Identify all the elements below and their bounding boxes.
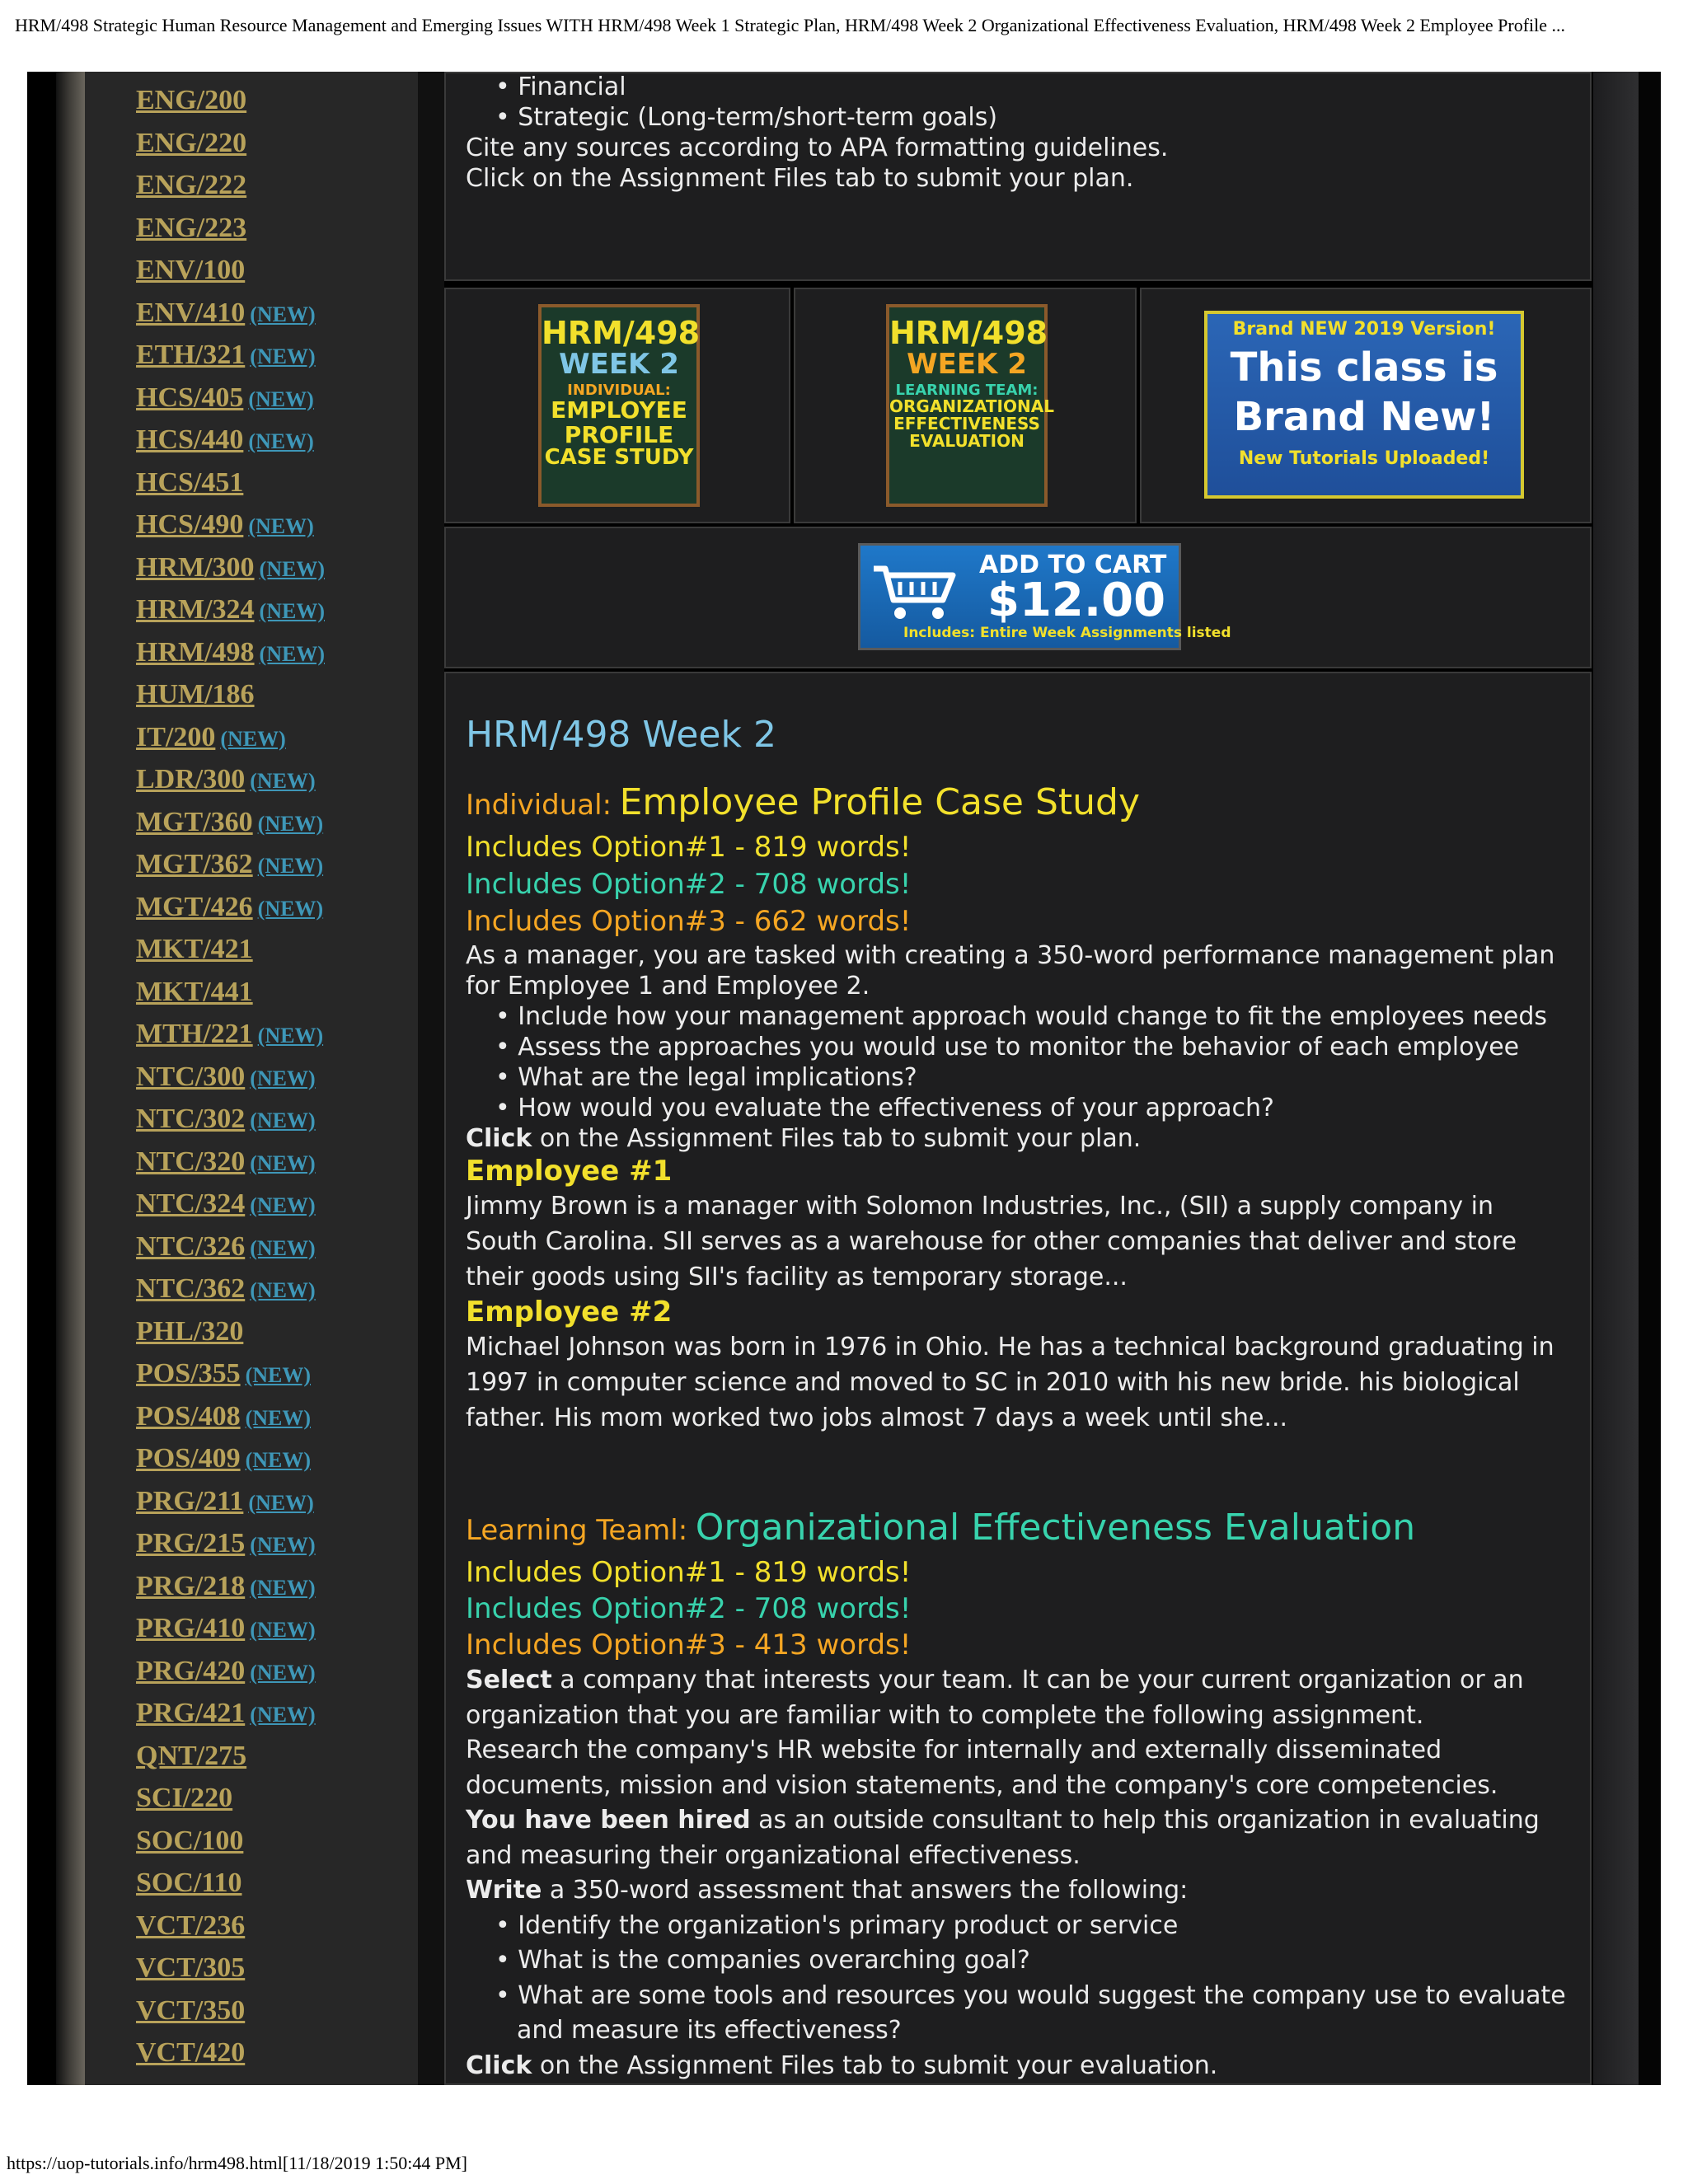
banner-title-2: PROFILE xyxy=(564,420,674,448)
sidebar-course-item xyxy=(136,1143,418,1186)
sidebar-course-item xyxy=(136,930,418,973)
new-badge: (NEW) xyxy=(250,769,316,793)
course-link[interactable]: MGT/426 xyxy=(136,891,253,922)
submit-note: Click on the Assignment Files tab to submit your plan. xyxy=(466,164,1134,193)
sidebar-course-item xyxy=(136,82,418,124)
new-badge: (NEW) xyxy=(248,514,314,538)
page-header: HRM/498 Strategic Human Resource Management and Emerging Issues WITH HRM/498 Week 1 Strategic Plan, HRM/498 Week 2 Organizational Effectiveness Evaluation, HRM/498 Week 2 Employee Profile ... xyxy=(15,15,1566,35)
course-link[interactable]: MGT/360 xyxy=(136,806,253,837)
course-link[interactable]: MKT/421 xyxy=(136,934,253,964)
employee-2-text: Michael Johnson was born in 1976 in Ohio. He has a technical background graduating in 1997 in computer science and moved to SC in 2010 with his new bride. his biological father. His mom worked two jobs almost 7 days a week until she... xyxy=(466,1333,1554,1432)
strategic-plan-cell xyxy=(444,72,1592,281)
new-badge: (NEW) xyxy=(250,1533,316,1557)
new-badge: (NEW) xyxy=(250,1235,316,1260)
individual-bullet: • How would you evaluate the effectiveness of your approach? xyxy=(495,1094,1274,1122)
course-link[interactable]: PRG/410 xyxy=(136,1613,246,1643)
individual-section xyxy=(466,780,1570,1436)
sidebar-course-item xyxy=(136,1398,418,1441)
course-link[interactable]: HCS/490 xyxy=(136,509,244,540)
sidebar-course-item xyxy=(136,166,418,209)
course-link[interactable]: NTC/320 xyxy=(136,1146,246,1177)
brand-new-bottom: New Tutorials Uploaded! xyxy=(1238,448,1490,469)
sidebar-course-item xyxy=(136,1525,418,1568)
sidebar-course-item xyxy=(136,251,418,294)
individual-option-1: Includes Option#1 - 819 words! xyxy=(466,831,912,864)
course-link[interactable]: HCS/405 xyxy=(136,382,244,413)
course-link[interactable]: VCT/305 xyxy=(136,1952,246,1983)
apa-note: Cite any sources according to APA formatting guidelines. xyxy=(466,134,1169,162)
week-heading: HRM/498 Week 2 xyxy=(466,714,776,756)
team-bullet: • Identify the organization's primary product or service xyxy=(495,1910,1179,1940)
sidebar-course-item xyxy=(136,549,418,592)
main-content xyxy=(444,72,1593,2085)
sidebar-course-item xyxy=(136,1864,418,1907)
new-badge: (NEW) xyxy=(257,1024,324,1047)
employee-1-title: Employee #1 xyxy=(466,1155,673,1188)
new-badge: (NEW) xyxy=(248,387,314,411)
course-link[interactable]: MTH/221 xyxy=(136,1019,253,1049)
sidebar-course-item xyxy=(136,506,418,549)
sidebar-edge xyxy=(56,72,85,2085)
course-link[interactable]: SCI/220 xyxy=(136,1783,233,1813)
new-badge: (NEW) xyxy=(259,641,325,666)
individual-bullet: • Include how your management approach would change to fit the employees needs xyxy=(495,1002,1548,1031)
new-badge: (NEW) xyxy=(259,599,325,623)
sidebar-course-item xyxy=(136,761,418,804)
banner-week: WEEK 2 xyxy=(907,347,1027,381)
sidebar-course-item xyxy=(136,294,418,337)
sidebar-course-item xyxy=(136,719,418,762)
sidebar-course-item xyxy=(136,1779,418,1822)
new-badge: (NEW) xyxy=(250,1660,316,1685)
course-link[interactable]: NTC/300 xyxy=(136,1061,246,1092)
sidebar-course-item xyxy=(136,421,418,464)
new-badge: (NEW) xyxy=(250,1193,316,1217)
banner-type: INDIVIDUAL: xyxy=(567,381,671,399)
sidebar-course-item xyxy=(136,676,418,719)
course-link[interactable]: VCT/420 xyxy=(136,2037,246,2068)
employee-2-title: Employee #2 xyxy=(466,1296,673,1329)
write-bold: Write xyxy=(466,1876,542,1905)
cart-icon xyxy=(872,564,958,625)
hired-rest: as an outside consultant to help this organization in evaluating and measuring their organizational effectiveness. xyxy=(466,1806,1540,1870)
course-link[interactable]: ENG/222 xyxy=(136,170,247,200)
click-rest: on the Assignment Files tab to submit your evaluation. xyxy=(532,2050,1218,2080)
add-to-cart-cell xyxy=(444,527,1592,668)
course-link[interactable]: NTC/324 xyxy=(136,1188,246,1219)
course-link[interactable]: MKT/441 xyxy=(136,976,253,1007)
course-list xyxy=(85,72,418,2077)
new-badge: (NEW) xyxy=(250,1278,316,1302)
course-link[interactable]: HUM/186 xyxy=(136,679,255,710)
sidebar-course-item xyxy=(136,1737,418,1780)
new-badge: (NEW) xyxy=(257,896,324,921)
bullet-financial: • Financial xyxy=(495,73,626,101)
sidebar-course-item xyxy=(136,888,418,931)
new-badge: (NEW) xyxy=(259,556,325,581)
course-link[interactable]: VCT/350 xyxy=(136,1994,246,2026)
course-link[interactable]: PRG/211 xyxy=(136,1485,244,1516)
new-badge: (NEW) xyxy=(248,1490,314,1515)
sidebar-course-item xyxy=(136,1483,418,1526)
sidebar-course-item xyxy=(136,1822,418,1865)
sidebar-course-item xyxy=(136,1652,418,1695)
team-prefix: Learning Teaml: xyxy=(466,1514,688,1547)
week2-description-cell xyxy=(444,672,1592,2085)
team-research-text: Research the company's HR website for internally and externally disseminated documents, mission and vision statements, and the company's core competencies. xyxy=(466,1736,1498,1800)
new-badge: (NEW) xyxy=(250,302,316,326)
course-link[interactable]: ENG/223 xyxy=(136,212,247,243)
new-badge: (NEW) xyxy=(250,344,316,368)
select-rest: a company that interests your team. It can be your current organization or an organization that you are familiar with to complete the following assignment. xyxy=(466,1666,1524,1730)
course-sidebar xyxy=(85,72,418,2085)
sidebar-course-item xyxy=(136,1440,418,1483)
course-link[interactable]: IT/200 xyxy=(136,721,216,752)
banner-cell-brand-new xyxy=(1140,288,1592,523)
course-link[interactable]: POS/355 xyxy=(136,1358,241,1389)
course-link[interactable]: NTC/302 xyxy=(136,1104,246,1134)
course-link[interactable]: SOC/110 xyxy=(136,1868,242,1898)
sidebar-course-item xyxy=(136,124,418,167)
course-link[interactable]: ENG/200 xyxy=(136,85,247,115)
team-option-2: Includes Option#2 - 708 words! xyxy=(466,1592,912,1625)
hired-bold: You have been hired xyxy=(466,1806,751,1835)
sidebar-course-item xyxy=(136,2034,418,2077)
sidebar-course-item xyxy=(136,379,418,422)
brand-new-top: Brand NEW 2019 Version! xyxy=(1232,319,1496,340)
page-footer-url: https://uop-tutorials.info/hrm498.html[11/18/2019 1:50:44 PM] xyxy=(7,2153,467,2173)
course-link[interactable]: ETH/321 xyxy=(136,340,246,370)
new-badge: (NEW) xyxy=(245,1363,312,1387)
sidebar-course-item xyxy=(136,336,418,379)
sidebar-course-item xyxy=(136,1228,418,1271)
team-section xyxy=(466,1506,1570,2083)
brand-new-line2: Brand New! xyxy=(1233,394,1495,440)
team-write-text xyxy=(466,1873,1570,1909)
course-link[interactable]: HRM/300 xyxy=(136,551,255,583)
sidebar-course-item xyxy=(136,464,418,507)
course-link[interactable]: VCT/236 xyxy=(136,1910,246,1941)
banner-course: HRM/498 xyxy=(889,315,1048,351)
individual-description: As a manager, you are tasked with creating a 350-word performance management plan for Employee 1 and Employee 2. xyxy=(466,941,1555,1001)
team-option-1: Includes Option#1 - 819 words! xyxy=(466,1556,912,1589)
new-badge: (NEW) xyxy=(257,854,324,878)
individual-prefix: Individual: xyxy=(466,789,612,822)
sidebar-course-item xyxy=(136,804,418,846)
course-link[interactable]: NTC/362 xyxy=(136,1273,246,1304)
course-link[interactable]: ENV/410 xyxy=(136,297,246,328)
sidebar-course-item xyxy=(136,1313,418,1356)
new-badge: (NEW) xyxy=(245,1448,312,1472)
sidebar-course-item xyxy=(136,1270,418,1313)
sidebar-course-item xyxy=(136,1694,418,1737)
sidebar-course-item xyxy=(136,973,418,1016)
banner-week: WEEK 2 xyxy=(559,347,679,381)
course-link[interactable]: HRM/498 xyxy=(136,636,255,668)
team-select-text xyxy=(466,1663,1570,1733)
sidebar-course-item xyxy=(136,1992,418,2035)
brand-new-line1: This class is xyxy=(1230,344,1498,391)
course-link[interactable]: SOC/100 xyxy=(136,1825,244,1856)
banner-course: HRM/498 xyxy=(542,315,701,351)
sidebar-course-item xyxy=(136,1568,418,1610)
banner-type: LEARNING TEAM: xyxy=(895,381,1039,399)
right-rail xyxy=(1593,72,1639,2085)
course-link[interactable]: PRG/420 xyxy=(136,1655,246,1686)
course-link[interactable]: MGT/362 xyxy=(136,849,253,879)
course-link[interactable]: PRG/421 xyxy=(136,1698,246,1728)
write-rest: a 350-word assessment that answers the following: xyxy=(542,1876,1189,1905)
course-link[interactable]: ENV/100 xyxy=(136,255,246,285)
new-badge: (NEW) xyxy=(250,1618,316,1642)
banner-title-3: CASE STUDY xyxy=(544,445,694,471)
sidebar-course-item xyxy=(136,1907,418,1950)
team-option-3: Includes Option#3 - 413 words! xyxy=(466,1629,912,1661)
column-divider xyxy=(418,72,444,2085)
sidebar-course-item xyxy=(136,1355,418,1398)
select-bold: Select xyxy=(466,1666,552,1694)
course-link[interactable]: ENG/220 xyxy=(136,127,247,158)
sidebar-course-item xyxy=(136,591,418,634)
course-link[interactable]: HRM/324 xyxy=(136,594,255,625)
sidebar-course-item xyxy=(136,1100,418,1143)
site-frame xyxy=(27,72,1661,2085)
course-link[interactable]: POS/409 xyxy=(136,1443,241,1474)
employee-1-text: Jimmy Brown is a manager with Solomon Industries, Inc., (SII) a supply company in South Carolina. SII serves as a warehouse for other companies that deliver and store their goods using SII's facility as temporary storage... xyxy=(466,1192,1517,1291)
sidebar-course-item xyxy=(136,1185,418,1228)
sidebar-course-item xyxy=(136,1949,418,1992)
course-link[interactable]: POS/408 xyxy=(136,1400,241,1432)
employee-profile-banner[interactable] xyxy=(538,304,700,507)
course-link[interactable]: PRG/218 xyxy=(136,1570,246,1601)
team-bullet: • What are some tools and resources you would suggest the company use to evaluate and measure its effectiveness? xyxy=(495,1980,1566,2045)
new-badge: (NEW) xyxy=(248,429,314,453)
new-badge: (NEW) xyxy=(250,1575,316,1600)
course-link[interactable]: HCS/451 xyxy=(136,466,244,498)
banner-cell-employee-profile xyxy=(444,288,790,523)
add-to-cart-button[interactable] xyxy=(858,543,1231,650)
individual-submit-note xyxy=(466,1123,1570,1154)
course-link[interactable]: NTC/326 xyxy=(136,1230,246,1262)
sidebar-course-item xyxy=(136,846,418,888)
course-link[interactable]: LDR/300 xyxy=(136,764,246,794)
bullet-strategic: • Strategic (Long-term/short-term goals) xyxy=(495,103,998,132)
sidebar-course-item xyxy=(136,1015,418,1058)
banner-title-3: EVALUATION xyxy=(909,431,1025,452)
new-badge: (NEW) xyxy=(250,1703,316,1727)
cart-label: ADD TO CART xyxy=(979,551,1167,579)
click-bold: Click xyxy=(466,2050,532,2080)
new-badge: (NEW) xyxy=(257,811,324,836)
new-badge: (NEW) xyxy=(250,1066,316,1090)
course-link[interactable]: PHL/320 xyxy=(136,1315,244,1347)
right-edge xyxy=(1639,72,1661,2085)
sidebar-course-item xyxy=(136,634,418,677)
sidebar-course-item xyxy=(136,1058,418,1101)
course-link[interactable]: HCS/440 xyxy=(136,424,244,455)
new-badge: (NEW) xyxy=(220,726,286,751)
individual-bullet: • Assess the approaches you would use to monitor the behavior of each employee xyxy=(495,1033,1520,1062)
click-rest: on the Assignment Files tab to submit your plan. xyxy=(532,1124,1142,1153)
individual-bullet: • What are the legal implications? xyxy=(495,1063,917,1092)
cart-price: $12.00 xyxy=(987,574,1166,627)
course-link[interactable]: PRG/215 xyxy=(136,1528,246,1558)
team-bullet: • What is the companies overarching goal? xyxy=(495,1946,1030,1975)
course-link[interactable]: QNT/275 xyxy=(136,1740,247,1771)
org-effectiveness-banner[interactable] xyxy=(886,304,1054,507)
banner-title-1: ORGANIZATIONAL xyxy=(889,396,1054,417)
team-hired-text xyxy=(466,1803,1570,1873)
individual-option-2: Includes Option#2 - 708 words! xyxy=(466,868,912,901)
banner-title-2: EFFECTIVENESS xyxy=(893,414,1040,434)
brand-new-banner xyxy=(1204,311,1524,499)
individual-option-3: Includes Option#3 - 662 words! xyxy=(466,905,912,938)
cart-note: Includes: Entire Week Assignments listed xyxy=(903,625,1231,641)
sidebar-course-item xyxy=(136,1610,418,1652)
sidebar-course-item xyxy=(136,209,418,252)
new-badge: (NEW) xyxy=(250,1108,316,1132)
banner-title-1: EMPLOYEE xyxy=(551,396,687,424)
individual-title: Employee Profile Case Study xyxy=(619,781,1140,823)
banner-cell-org-effectiveness xyxy=(794,288,1137,523)
team-submit-note xyxy=(466,2049,1570,2084)
click-bold: Click xyxy=(466,1124,532,1153)
new-badge: (NEW) xyxy=(250,1151,316,1175)
team-title: Organizational Effectiveness Evaluation xyxy=(695,1507,1416,1549)
new-badge: (NEW) xyxy=(245,1405,312,1430)
